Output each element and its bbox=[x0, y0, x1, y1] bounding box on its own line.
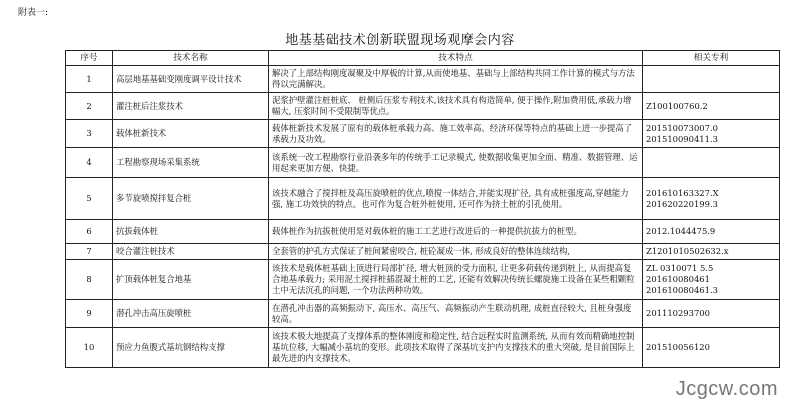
tech-features: 泥浆护壁灌注桩桩底、 桩侧后压浆专利技术,该技术具有构造简单, 便于操作,附加费用低,承载力增幅大, 压浆时间不受限制等优点。 bbox=[269, 93, 643, 120]
tech-features: 解决了上部结构刚度凝聚及中厚板的计算,从而使地基、基础与上部结构共同工作计算的模式与方法得以完满解决。 bbox=[269, 66, 643, 93]
tech-features: 该技术融合了搅拌桩及高压旋喷桩的优点,喷搅一体结合,并能实现扩径, 具有成桩强度高,穿越能力强, 施工功效快的特点。也可作为复合桩外桩使用, 还可作为挤土桩的引孔使用。 bbox=[269, 178, 643, 220]
tech-name: 预应力鱼腹式基坑钢结构支撑 bbox=[113, 328, 269, 368]
tech-name: 潜孔冲击高压旋喷桩 bbox=[113, 300, 269, 328]
row-number: 3 bbox=[66, 120, 113, 148]
related-patents: Z1201010502632.x bbox=[643, 244, 780, 260]
document-title: 地基基础技术创新联盟现场观摩会内容 bbox=[285, 33, 515, 48]
related-patents bbox=[643, 66, 780, 93]
table-row bbox=[66, 178, 780, 220]
tech-name: 抗拔载体桩 bbox=[113, 220, 269, 244]
tech-features: 该技术是载体桩基础上顶进行局部扩径, 增大桩顶的受力面积, 让更多荷载传递到桩上, 从而提高复合地基承载力; 采用泥土搅拌桩插混凝土桩的工艺, 还能有效解决传统长螺旋施工设备在某些粗颗粒土中无法沉孔的问题, 一个功法两种功效。 bbox=[269, 260, 643, 300]
table-row bbox=[66, 260, 780, 300]
header-name: 技术名称 bbox=[113, 51, 269, 66]
table-row bbox=[66, 120, 780, 148]
related-patents: 201610163327.X 201620220199.3 bbox=[643, 178, 780, 220]
related-patents: 201510056120 bbox=[643, 328, 780, 368]
row-number: 6 bbox=[66, 220, 113, 244]
table-row bbox=[66, 220, 780, 244]
tech-name: 灌注桩后注浆技术 bbox=[113, 93, 269, 120]
row-number: 1 bbox=[66, 66, 113, 93]
table-row bbox=[66, 148, 780, 178]
row-number: 5 bbox=[66, 178, 113, 220]
tech-table bbox=[65, 50, 780, 368]
row-number: 9 bbox=[66, 300, 113, 328]
row-number: 7 bbox=[66, 244, 113, 260]
tech-features: 全套管的护孔方式保证了桩间紧密咬合, 桩砼凝成一体, 形成良好的整体连续结构, bbox=[269, 244, 643, 260]
tech-features: 该技术极大地提高了支撑体系的整体刚度和稳定性, 结合远程实时监测系统, 从而有效而精确地控制基坑位移, 大幅减小基坑的变形。此项技术取得了深基坑支护内支撑技术的重大突破, 是目前国际上最先进的内支撑技术。 bbox=[269, 328, 643, 368]
table-row bbox=[66, 300, 780, 328]
tech-features: 在潜孔冲击器的高频振动下, 高压水、高压气、高频振动产生联动机理, 成桩直径较大, 且桩身强度较高。 bbox=[269, 300, 643, 328]
table-row bbox=[66, 66, 780, 93]
table-row bbox=[66, 244, 780, 260]
annex-label: 附表一: bbox=[18, 8, 49, 18]
row-number: 4 bbox=[66, 148, 113, 178]
tech-name: 工程勘察现场采集系统 bbox=[113, 148, 269, 178]
related-patents: 2012.1044475.9 bbox=[643, 220, 780, 244]
row-number: 2 bbox=[66, 93, 113, 120]
tech-name: 载体桩新技术 bbox=[113, 120, 269, 148]
related-patents: 201510073007.0 201510090411.3 bbox=[643, 120, 780, 148]
header-features: 技术特点 bbox=[269, 51, 643, 66]
table-row bbox=[66, 328, 780, 368]
watermark: Jcgcw.com bbox=[675, 378, 778, 400]
header-patents: 相关专利 bbox=[643, 51, 780, 66]
row-number: 8 bbox=[66, 260, 113, 300]
row-number: 10 bbox=[66, 328, 113, 368]
header-row bbox=[66, 51, 780, 66]
header-no: 序号 bbox=[66, 51, 113, 66]
table-row bbox=[66, 93, 780, 120]
tech-features: 载体桩新技术发展了原有的载体桩承载力高、施工效率高、经济环保等特点的基础上进一步提高了承载力及功效。 bbox=[269, 120, 643, 148]
tech-features: 载体桩作为抗拔桩使用是对载体桩的施工工艺进行改进后的一种提供抗拔力的桩型。 bbox=[269, 220, 643, 244]
tech-name: 扩顶载体桩复合地基 bbox=[113, 260, 269, 300]
tech-name: 高层地基基础变刚度调平设计技术 bbox=[113, 66, 269, 93]
related-patents: ZL 0310071 5.5 201610080461 201610080461.3 bbox=[643, 260, 780, 300]
tech-features: 该系统一改工程勘察行业沿袭多年的传统手工记录模式, 使数据收集更加全面、精准、数据管理、运用起来更加方便、快捷。 bbox=[269, 148, 643, 178]
tech-name: 咬合灌注桩技术 bbox=[113, 244, 269, 260]
tech-name: 多节旋喷搅拌复合桩 bbox=[113, 178, 269, 220]
related-patents: Z100100760.2 bbox=[643, 93, 780, 120]
related-patents bbox=[643, 148, 780, 178]
related-patents: 201110293700 bbox=[643, 300, 780, 328]
